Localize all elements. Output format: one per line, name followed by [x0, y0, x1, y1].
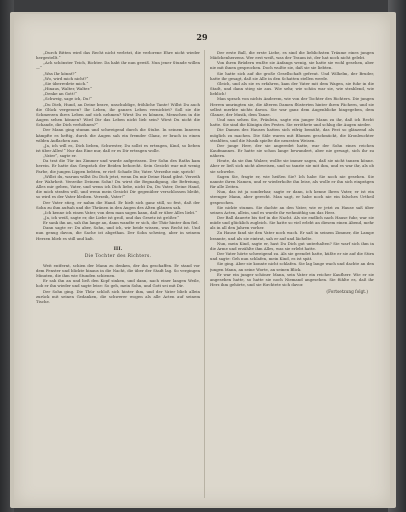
section-title: Die Tochter des Richters. — [84, 253, 152, 259]
body-paragraph: Dann sagte er: Du aber, Sohn, und ich, wir beide wissen, was Recht ist. Und nun genug davon, die Sache ist abgethan. Der Sohn schwieg, aber in seinem Herzen blieb es still und kalt. — [36, 225, 200, 241]
body-paragraph: „Wo, wird mich nicht?“ — [43, 75, 89, 81]
body-paragraph: Sie nickte stumm. Sie dachte an den Vater, wie er jetzt zu Hause saß über seinen Acten, allein, und es wurde ihr wehmüthig um das Herz. — [210, 204, 374, 215]
body-paragraph: Sie hatte sich auf die große Gesellschaft gefreut. Und Wilhelm, der Bruder, hatte ihr gesagt, daß sie Alle in den Schatten stellen werde. — [210, 70, 374, 81]
body-paragraph: Er sah ihn an und ließ den Kopf sinken, und dann, nach einer langen Weile, hob er ihn wieder und sagte leise: So geh, mein Sohn, und Gott sei mit Dir. — [36, 278, 200, 289]
body-paragraph: Heute, da sie ihm Walzer, wollte sie immer sagen, daß sie nicht tanzen könne. Aber er ließ sich nicht abweisen, und so tanzte sie mit ihm, und es war ihr, als ob sie schwebe. — [210, 158, 374, 174]
body-paragraph: Von ihren Brüdern wußte sie Anfangs wenig, sie hatte sie wohl gesehen, aber nie mit ihnen gesprochen. Doch wußte sie, daß sie sie liebten. — [210, 60, 374, 71]
body-paragraph: Sie ging. Aber sie konnte nicht schlafen. Sie lag lange wach und dachte an den jungen Mann, an seine Worte, an seinen Blick. — [210, 261, 374, 272]
body-paragraph: Er war ein junger schöner Mann, sein Vater ein reicher Kaufherr. Wie er sie angesehen hatte, so hatte sie noch Niemand angesehen. Sie fühlte es, daß ihr Herz ihm gehörte, und sie fürchtete sich davor. — [210, 271, 374, 288]
body-paragraph: „Schweig, sage ich, Du!“ — [43, 96, 93, 102]
body-paragraph: Und nun sehen Sie, Fräulein, sagte ein junger Mann zu ihr, daß ich Recht hatte. Sie sind die Königin des Festes. Sie erröthete und schlug die Augen nieder. — [210, 117, 374, 128]
body-paragraph: „Durch Bitten wird das Recht nicht verletzt, die verlorene Ehre nicht wieder hergestellt.“ — [36, 50, 200, 61]
body-paragraph: Der Sohn ging. Die Thür schloß sich hinter ihm, und der Vater blieb allein zurück mit seinen Gedanken, die schwerer wogen als alle Acten auf seinem Tische. — [36, 288, 200, 304]
body-paragraph: „Ich kenne ich einen Vater, von dem man sagen kann, daß er über Alles liebt.“ — [43, 209, 198, 215]
body-paragraph: „Ja, ich will es, Dich lieben, Schwester, Du sollst es ertragen, Kind, so lieben ist über Alles!“ Nur das Eine nur, daß er es Dir ertragen wolle. — [36, 142, 200, 153]
body-paragraph: „Was Ihr könnt?“ — [43, 70, 77, 76]
body-paragraph: Der junge Herr, der sie angeredet hatte, war der Sohn eines reichen Kaufmannes. Er hatte sie schon lange bewundert, aber nie gewagt, sich ihr zu nähern. — [210, 142, 374, 159]
body-paragraph: Die Damen des Hauses hatten sich eifrig bemüht, das Fest so glänzend als möglich zu machen. Die Säle waren mit Blumen geschmückt, die Kronleuchter strahlten, und die Musik spielte die neuesten Weisen. — [210, 127, 374, 143]
body-paragraph: Der Vater hörte schweigend zu. Als sie geendet hatte, küßte er sie auf die Stirn und sagte: Geh nun schlafen, mein Kind, es ist spät. — [210, 251, 374, 262]
body-paragraph: „Hinaus, Walter, Walter.“ — [43, 86, 93, 92]
body-paragraph: Gleich, und als sie es erfahren, kam der Vater mit dem Wagen, sie fuhr in die Stadt, und dann stieg sie aus. Wie sehr, wie schön war sie, wie strahlend, wie lieblich! — [210, 80, 374, 97]
body-paragraph: Man sprach von nichts Anderem, wie von der Tochter des Richters. Die jungen Herren umringten sie, die älteren Damen flüsterten hinter ihren Fächern, und sie selbst merkte nichts davon. Sie war ganz dem Augenblicke hingegeben, dem Glanze, der Musik, dem Tanze. — [210, 96, 374, 117]
body-paragraph: Er sank ihn an, sah ihn lange an, dann wandte er sich, die Thür hinter ihm fiel. — [43, 220, 199, 226]
body-paragraph: „Ach schönster Teich, Richter. Da habt ihr nun gewiß. Nun jener Stunde willen —“ — [36, 60, 200, 71]
continuation-note: (Fortsetzung folgt.) — [326, 289, 368, 295]
body-paragraph: „Vater“, sagte er. — [43, 153, 77, 159]
body-paragraph: Der Ball dauerte bis tief in die Nacht. Als sie endlich nach Hause fuhr, war sie müde und glücklich zugleich. Sie hatte so viel erlebt an diesem einen Abend, mehr als in all den Jahren vorher. — [210, 215, 374, 231]
body-paragraph: Nun, das ist ja sonderbar, sagte er dann, ich kenne Ihren Vater, er ist ein strenger Mann, aber gerecht. Man sagt, er habe noch nie ein falsches Urtheil gesprochen. — [210, 189, 374, 205]
body-paragraph: „Du Dieb, Hund, an Deine brave, unschuldige, fröhliche Tante! Willst Du auch die Glück vergessen? Ihr Leben, ihr ganzes Leben vernichtet? Soll sie die Schmerzen ihres Leben auf sich nehmen? Wirst Du es können, Menschen in die Augen sehen können? Wird Dir das Leben nicht lieb sein? Wirst Du nicht die Schande, die Dich verhöhnen?“ — [36, 101, 200, 128]
body-paragraph: Der erste Ball, die erste Liebe, es sind die lieblichsten Träume eines jungen Mädchenherzens. Wer erst weiß, was der Traum ist, der hat noch nicht gelebt. — [210, 50, 374, 61]
section-number: III. — [113, 245, 123, 252]
body-paragraph: „Ja, ich weiß, sagte er, die Liebe ist groß, und das Gesetz ist größer.“ — [43, 215, 180, 220]
left-column — [36, 50, 200, 498]
body-paragraph: „Sie überredete mich.“ — [43, 80, 89, 86]
body-paragraph: Der Vater stieg, er nahm die Hand. Er hielt sich ganz still, so fest, daß der Sohn zu ihm aufsah und die Thränen in den Augen des Alten glänzen sah. — [36, 199, 200, 210]
body-paragraph: Sagen Sie, fragte er, wie heißen Sie? Ich habe Sie noch nie gesehen. Sie nannte ihren Namen, und er wiederholte ihn leise, als wolle er ihn sich einprägen für alle Zeiten. — [210, 173, 374, 190]
body-paragraph: Nun, mein Kind, sagte er, hast Du Dich gut unterhalten? Sie warf sich ihm in die Arme und erzählte ihm Alles, was sie erlebt hatte. — [210, 240, 374, 251]
right-column — [210, 50, 374, 498]
document-page — [14, 14, 390, 506]
body-paragraph: Zu Hause fand sie den Vater noch wach. Er saß in seinem Zimmer, die Lampe brannte, und als sie eintrat, sah er auf und lächelte. — [210, 230, 374, 241]
column-divider — [204, 50, 205, 498]
body-paragraph: „Willst du, warum willst Du Dich jetzt, wenn Du mir Deine Hand gibst. Verzeih der Wahrheit. Verzeihe Deinem Sohn! Du wirst die Begnadigung, die Befreiung, Alles mir geben, Vater, und wenn ich Dich liebe, nicht Du, Du Vater, Deine Hand, die mich strafen will, und wenn mein Gesicht Dir gegenüber verschlossen bleibt, so wird es der Vater bleiben. Verzeih, Vater!“ — [36, 173, 200, 200]
body-paragraph: Der Mann ging stumm und schweigend durch die Stube. In seinem Inneren kämpfte es heftig, durch die Augen sah ein fremder Glanz, er brach in einen wilden Auflachen aus. — [36, 127, 200, 143]
body-paragraph: Da trat die Tür ins Zimmer und wurde aufgerissen. Der Sohn des Raths kam herein. Er hatte das Gespräch der Beiden behorcht. Sein Gesicht war mit wenig Farbe, die jungen Lippen bebten, er rief: Schade Dir, Vater. Verzeihe mir, sprich! — [36, 158, 200, 174]
body-paragraph: „Denke an Gott!“ — [43, 91, 77, 97]
body-paragraph: Weit entfernt, schien der Mann zu denken, der ihn geschaffen. Er stand vor dem Fenster und blickte hinaus in die Nacht, die über der Stadt lag. So vergingen Minuten, die ihm wie Stunden schienen. — [36, 262, 200, 279]
page-number: 29 — [196, 32, 208, 42]
